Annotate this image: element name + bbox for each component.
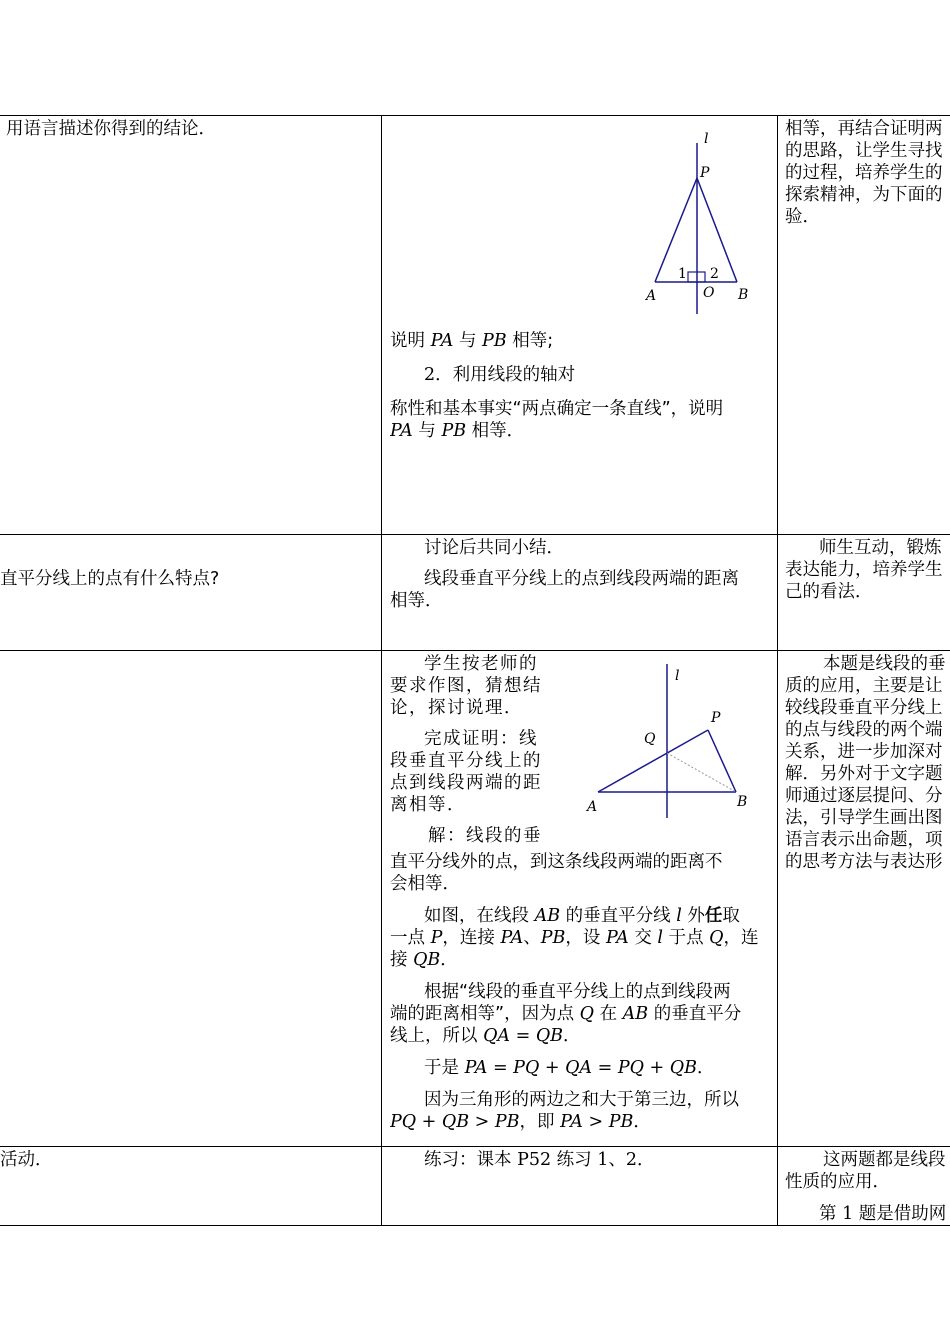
row3-right-line: 师通过逐层提问、分 <box>785 786 943 806</box>
row4-mid-cell <box>390 1149 775 1171</box>
label-l: l <box>675 668 680 684</box>
row3-right-line: 较线段垂直平分线上 <box>785 698 943 718</box>
row3-right-line: 质的应用，主要是让 <box>785 676 943 696</box>
row3-mid-line: 离相等． <box>390 795 466 815</box>
label-p: P <box>700 165 710 181</box>
row3-mid-line: 点到线段两端的距 <box>390 773 542 793</box>
row2-mid-line: 讨论后共同小结． <box>424 538 564 558</box>
row3-right-line: 的思考方法与表达形 <box>785 852 943 872</box>
row1-mid-line3: 称性和基本事实“两点确定一条直线”，说明 <box>390 399 724 419</box>
row1-right-line: 相等，再结合证明两 <box>785 119 943 139</box>
perpendicular-bisector-figure-1 <box>630 125 760 320</box>
row4-mid-line: 练习：课本 P52 练习 1、2． <box>424 1150 655 1170</box>
column-divider-left <box>381 115 382 1225</box>
row-divider-3 <box>0 1146 950 1147</box>
label-b: B <box>737 794 748 810</box>
row2-right-line: 己的看法． <box>785 582 873 602</box>
row-divider-1 <box>0 534 950 535</box>
row3-mid-full-line: 线上，所以 QA = QB． <box>390 1026 581 1046</box>
row3-mid-full-line: 会相等． <box>390 874 460 894</box>
row2-mid-line: 相等． <box>390 591 443 611</box>
label-1: 1 <box>678 266 687 282</box>
row-divider-2 <box>0 650 950 651</box>
row3-mid-line: 要求作图，猜想结 <box>390 676 542 696</box>
row2-left-cell <box>0 568 378 590</box>
column-divider-right <box>777 115 778 1225</box>
row3-right-line: 的点与线段的两个端 <box>785 720 943 740</box>
row3-mid-full-line: 端的距离相等”，因为点 Q 在 AB 的垂直平分 <box>390 1004 742 1024</box>
row3-mid-full-line: 直平分线外的点，到这条线段两端的距离不 <box>390 852 723 872</box>
row4-right-line: 第 1 题是借助网 <box>819 1204 947 1224</box>
row3-mid-line: 解：线段的垂 <box>428 826 542 846</box>
row3-right-line: 语言表示出命题，项 <box>785 830 943 850</box>
row2-right-cell <box>785 537 950 603</box>
label-b: B <box>738 287 749 303</box>
table-bottom-border <box>0 1225 950 1226</box>
row3-right-line: 关系，进一步加深对 <box>785 742 943 762</box>
row1-mid-text <box>390 330 775 442</box>
row3-mid-line: 论，探讨说理． <box>390 698 523 718</box>
row1-mid-line4: PA 与 PB 相等． <box>390 421 525 441</box>
row1-right-line: 探索精神，为下面的 <box>785 185 943 205</box>
row2-right-line: 师生互动，锻炼 <box>819 538 942 558</box>
label-a: A <box>646 288 657 304</box>
row1-right-line: 验． <box>785 207 820 227</box>
label-2: 2 <box>710 266 719 282</box>
row3-mid-full-line: PQ + QB > PB，即 PA > PB． <box>390 1112 651 1132</box>
row3-mid-line: 段垂直平分线上的 <box>390 751 542 771</box>
segment-qb-dotted <box>667 753 736 792</box>
row4-right-line: 这两题都是线段 <box>823 1150 946 1170</box>
row3-mid-line: 学生按老师的 <box>424 654 538 674</box>
row3-mid-line: 完成证明：线 <box>424 729 538 749</box>
row3-right-cell <box>785 653 950 873</box>
row4-right-cell <box>785 1149 950 1225</box>
row2-right-line: 表达能力，培养学生 <box>785 560 943 580</box>
row3-mid-full-line: 一点 P，连接 PA、PB，设 PA 交 l 于点 Q，连 <box>390 928 759 948</box>
label-l: l <box>704 131 709 147</box>
table-top-border <box>0 115 950 116</box>
row1-right-line: 的思路，让学生寻找 <box>785 141 943 161</box>
row3-mid-full-line: 接 QB． <box>390 950 458 970</box>
label-o: O <box>703 285 715 301</box>
row1-left-text: 用语言描述你得到的结论． <box>6 119 216 139</box>
label-q: Q <box>644 731 656 747</box>
perpendicular-bisector-figure-2 <box>580 658 760 823</box>
row4-right-line: 性质的应用． <box>785 1172 890 1192</box>
row1-right-cell <box>785 118 950 228</box>
label-a: A <box>587 799 598 815</box>
row4-left-cell <box>0 1149 378 1171</box>
row1-mid-line2: 2．利用线段的轴对 <box>424 365 576 385</box>
row2-mid-cell <box>390 537 775 612</box>
row2-left-text: 直平分线上的点有什么特点? <box>0 569 220 589</box>
row3-mid-full-line: 于是 PA = PQ + QA = PQ + QB． <box>424 1058 715 1078</box>
row3-mid-full-line: 根据“线段的垂直平分线上的点到线段两 <box>424 982 731 1002</box>
row1-left-cell <box>6 118 378 140</box>
segment-pb <box>708 730 736 792</box>
row4-left-text: 活动． <box>0 1150 53 1170</box>
label-p: P <box>711 710 721 726</box>
row1-right-line: 的过程，培养学生的 <box>785 163 943 183</box>
row3-mid-full-line: 因为三角形的两边之和大于第三边，所以 <box>424 1090 739 1110</box>
row2-mid-line: 线段垂直平分线上的点到线段两端的距离 <box>424 569 739 589</box>
row3-mid-full-line: 如图，在线段 AB 的垂直平分线 l 外任取 <box>424 906 740 926</box>
segment-pa <box>655 178 697 282</box>
row1-mid-line1: 说明 PA 与 PB 相等; <box>390 331 554 351</box>
row3-right-line: 法，引导学生画出图 <box>785 808 943 828</box>
row3-right-line: 解．另外对于文字题 <box>785 764 943 784</box>
row3-mid-narrow-text <box>390 653 562 847</box>
row3-mid-full-text <box>390 851 775 1133</box>
row3-right-line: 本题是线段的垂 <box>823 654 946 674</box>
